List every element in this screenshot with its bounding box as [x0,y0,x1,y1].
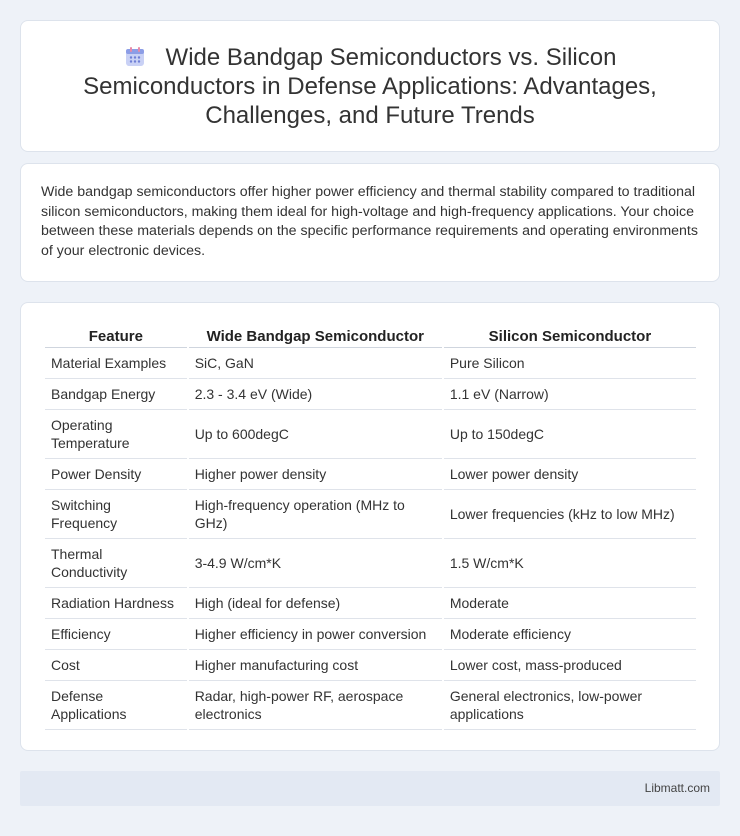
silicon-cell: Lower power density [444,459,696,490]
table-row [45,348,696,379]
header-silicon: Silicon Semiconductor [444,323,696,348]
silicon-cell: 1.1 eV (Narrow) [444,379,696,410]
feature-cell: Cost [45,650,187,681]
feature-cell: Thermal Conductivity [45,539,187,588]
feature-cell: Power Density [45,459,187,490]
header-feature: Feature [45,323,187,348]
feature-cell: Efficiency [45,619,187,650]
table-row [45,379,696,410]
silicon-cell: Moderate [444,588,696,619]
feature-cell: Switching Frequency [45,490,187,539]
calendar-icon [124,46,146,68]
wide-bandgap-cell: Radar, high-power RF, aerospace electronics [189,681,442,730]
page-title-text: Wide Bandgap Semiconductors vs. Silicon Semiconductors in Defense Applications: Advantages, Challenges, and Future Trends [83,44,657,129]
wide-bandgap-cell: Up to 600degC [189,410,442,459]
wide-bandgap-cell: Higher manufacturing cost [189,650,442,681]
wide-bandgap-cell: 3-4.9 W/cm*K [189,539,442,588]
table-row [45,619,696,650]
feature-cell: Radiation Hardness [45,588,187,619]
title-card [20,20,720,152]
intro-paragraph: Wide bandgap semiconductors offer higher power efficiency and thermal stability compared to traditional silicon semiconductors, making them ideal for high-voltage and high-frequency applications. Your choice between these materials depends on the specific performance requirements and operating environments of your electronic devices. [41,184,698,259]
intro-card [20,163,720,282]
page-title [51,43,689,130]
feature-cell: Operating Temperature [45,410,187,459]
feature-cell: Defense Applications [45,681,187,730]
wide-bandgap-cell: SiC, GaN [189,348,442,379]
silicon-cell: General electronics, low-power applications [444,681,696,730]
silicon-cell: Lower frequencies (kHz to low MHz) [444,490,696,539]
header-wide-bandgap: Wide Bandgap Semiconductor [189,323,442,348]
wide-bandgap-cell: High-frequency operation (MHz to GHz) [189,490,442,539]
table-row [45,490,696,539]
wide-bandgap-cell: Higher efficiency in power conversion [189,619,442,650]
footer-bar [20,771,720,806]
comparison-table [43,323,698,730]
table-row [45,539,696,588]
wide-bandgap-cell: 2.3 - 3.4 eV (Wide) [189,379,442,410]
table-row [45,650,696,681]
silicon-cell: Lower cost, mass-produced [444,650,696,681]
silicon-cell: Pure Silicon [444,348,696,379]
wide-bandgap-cell: High (ideal for defense) [189,588,442,619]
wide-bandgap-cell: Higher power density [189,459,442,490]
silicon-cell: 1.5 W/cm*K [444,539,696,588]
table-row [45,588,696,619]
silicon-cell: Up to 150degC [444,410,696,459]
table-header-row [45,323,696,348]
comparison-table-card [20,302,720,751]
silicon-cell: Moderate efficiency [444,619,696,650]
feature-cell: Material Examples [45,348,187,379]
table-row [45,410,696,459]
feature-cell: Bandgap Energy [45,379,187,410]
table-row [45,681,696,730]
table-row [45,459,696,490]
footer-brand-link[interactable]: Libmatt.com [644,781,710,795]
